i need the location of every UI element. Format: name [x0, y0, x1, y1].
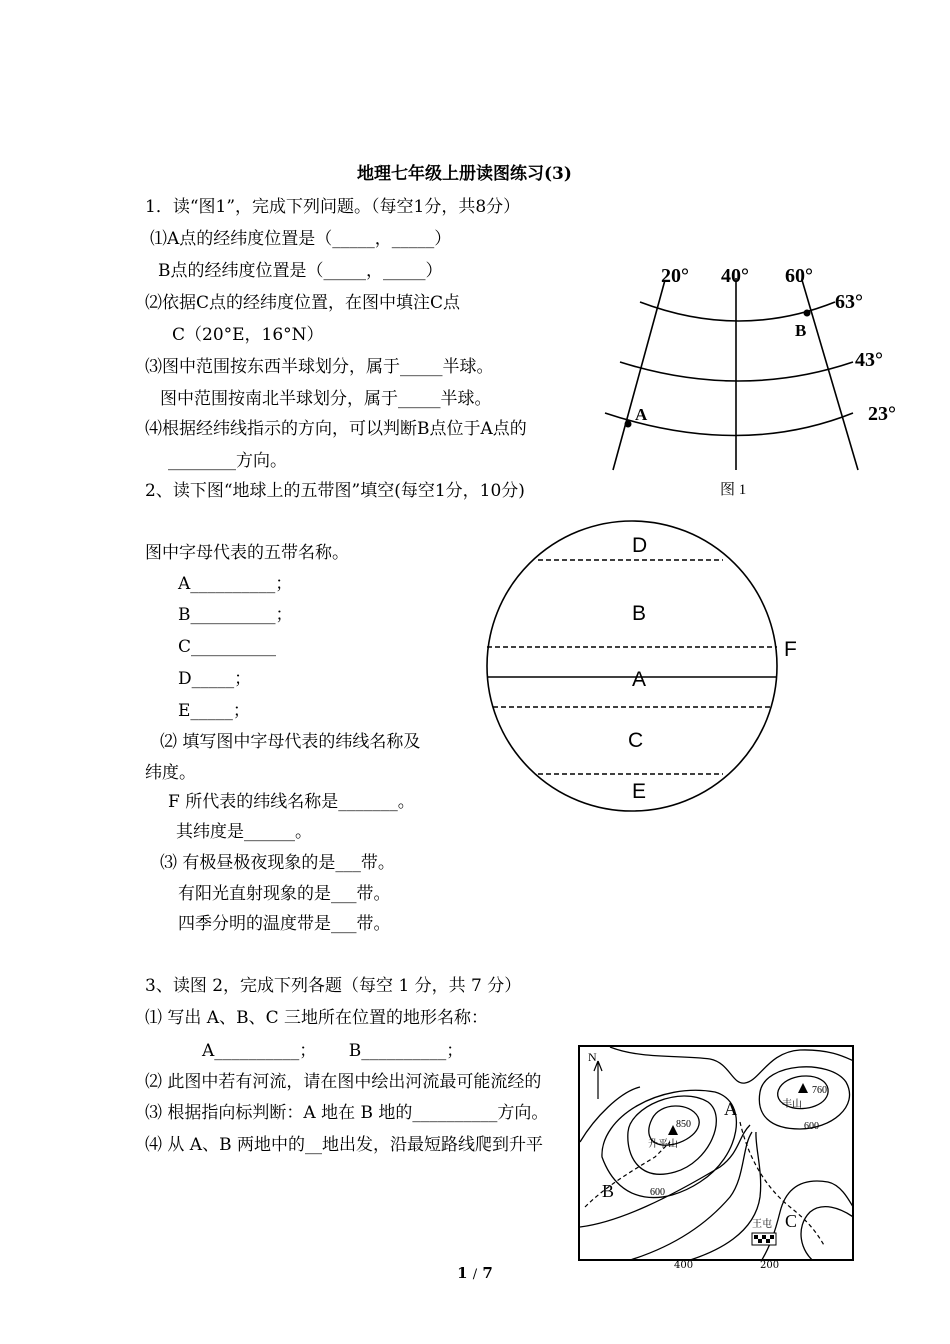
page-number: 1 — [457, 1264, 468, 1282]
contour-left-outer — [580, 1087, 640, 1142]
peak-fengshan-icon — [798, 1083, 808, 1093]
zone-label-b: B — [632, 602, 647, 625]
point-b-dot — [804, 310, 811, 317]
q1-part3-b: 图中范围按南北半球划分，属于_____半球。 — [160, 389, 492, 409]
q1-header: 1．读“图1”，完成下列问题。（每空1分，共8分） — [145, 197, 521, 217]
q2-intro: 图中字母代表的五带名称。 — [145, 543, 349, 563]
q2-zone-e: E_____； — [178, 701, 250, 721]
zone-label-e: E — [632, 780, 647, 803]
north-arrow-icon — [594, 1061, 602, 1099]
q1-part4-a: ⑷根据经纬线指示的方向，可以判断B点位于A点的 — [145, 419, 527, 439]
five-zones-figure — [480, 522, 820, 812]
peak-fengshan-name: 丰山 — [782, 1099, 802, 1110]
north-label: N — [588, 1050, 597, 1064]
contour-label-600-right: 600 — [804, 1121, 819, 1132]
page-total: 7 — [482, 1264, 493, 1282]
lat-label-43: 43° — [855, 349, 883, 371]
lon-label-20: 20° — [661, 265, 689, 287]
zone-label-f: F — [784, 638, 797, 661]
peak-fengshan-elev: 760 — [812, 1085, 827, 1096]
q2-f-latitude: 其纬度是______。 — [176, 822, 312, 842]
peak-shengping-name: 升平山 — [648, 1139, 678, 1150]
q1-part1-b: B点的经纬度位置是（_____，_____） — [158, 261, 443, 281]
q2-part2-b: 纬度。 — [145, 763, 196, 783]
q1-part2-b: C（20°E，16°N） — [172, 325, 324, 345]
village-icon — [752, 1233, 776, 1245]
contour-lower-5 — [801, 1207, 854, 1261]
figure-2-contour-map — [578, 1045, 854, 1261]
q2-part3-b: 有阳光直射现象的是___带。 — [178, 884, 391, 904]
q2-zone-c: C__________ — [178, 637, 277, 657]
map-label-b: B — [602, 1181, 615, 1201]
lat-label-63: 63° — [835, 291, 863, 313]
point-a-dot — [625, 421, 632, 428]
q3-part1-blanks: A__________； B__________； — [202, 1041, 464, 1061]
q2-f-name: F 所代表的纬线名称是_______。 — [168, 792, 415, 812]
earth-circle — [487, 521, 777, 811]
map-bottom-label-400: 400 — [674, 1260, 694, 1271]
q1-part3-a: ⑶图中范围按东西半球划分，属于_____半球。 — [145, 357, 494, 377]
zone-label-d: D — [632, 534, 648, 557]
lon-label-40: 40° — [721, 265, 749, 287]
contour-shengping-middle — [628, 1096, 717, 1174]
q2-zone-b: B__________； — [178, 605, 293, 625]
map-label-c: C — [785, 1211, 798, 1231]
page-separator: / — [472, 1267, 478, 1282]
q3-part3: ⑶ 根据指向标判断：A 地在 B 地的__________方向。 — [145, 1103, 549, 1123]
lon-label-60: 60° — [785, 265, 813, 287]
lat-label-23: 23° — [868, 403, 896, 425]
q2-zone-d: D_____； — [178, 669, 252, 689]
q2-header: 2、读下图“地球上的五带图”填空(每空1分，10分) — [145, 481, 525, 501]
q1-part4-b: ________方向。 — [168, 451, 287, 471]
q2-part3-a: ⑶ 有极昼极夜现象的是___带。 — [160, 853, 395, 873]
q1-part2-a: ⑵依据C点的经纬度位置，在图中填注C点 — [145, 293, 461, 313]
map-bottom-label-200: 200 — [760, 1260, 780, 1271]
q2-part3-c: 四季分明的温度带是___带。 — [178, 914, 391, 934]
zone-label-c: C — [628, 729, 644, 752]
zone-label-a: A — [632, 668, 647, 691]
peak-shengping-elev: 850 — [676, 1119, 691, 1130]
page-title: 地理七年级上册读图练习(3) — [357, 164, 572, 184]
q3-header: 3、读图 2，完成下列各题（每空 1 分，共 7 分） — [145, 976, 522, 996]
point-a-label: A — [635, 405, 648, 424]
contour-lower-4 — [760, 1181, 854, 1261]
map-label-a: A — [724, 1099, 737, 1119]
q2-part2-a: ⑵ 填写图中字母代表的纬线名称及 — [160, 732, 421, 752]
page-footer — [0, 1264, 950, 1282]
figure-1-caption: 图 1 — [720, 482, 747, 498]
q3-part2: ⑵ 此图中若有河流，请在图中绘出河流最可能流经的 — [145, 1072, 542, 1092]
q1-part1-a: ⑴A点的经纬度位置是（_____，_____） — [150, 229, 452, 249]
contour-label-600-left: 600 — [650, 1187, 665, 1198]
q3-part1: ⑴ 写出 A、B、C 三地所在位置的地形名称： — [145, 1008, 488, 1028]
figure-1-graticule — [595, 258, 895, 498]
q3-part4: ⑷ 从 A、B 两地中的__地出发，沿最短路线爬到升平 — [145, 1135, 543, 1155]
point-b-label: B — [795, 321, 807, 340]
village-label: 王屯 — [752, 1219, 772, 1230]
contour-lower-3 — [680, 1132, 761, 1261]
q2-zone-a: A__________； — [178, 574, 293, 594]
